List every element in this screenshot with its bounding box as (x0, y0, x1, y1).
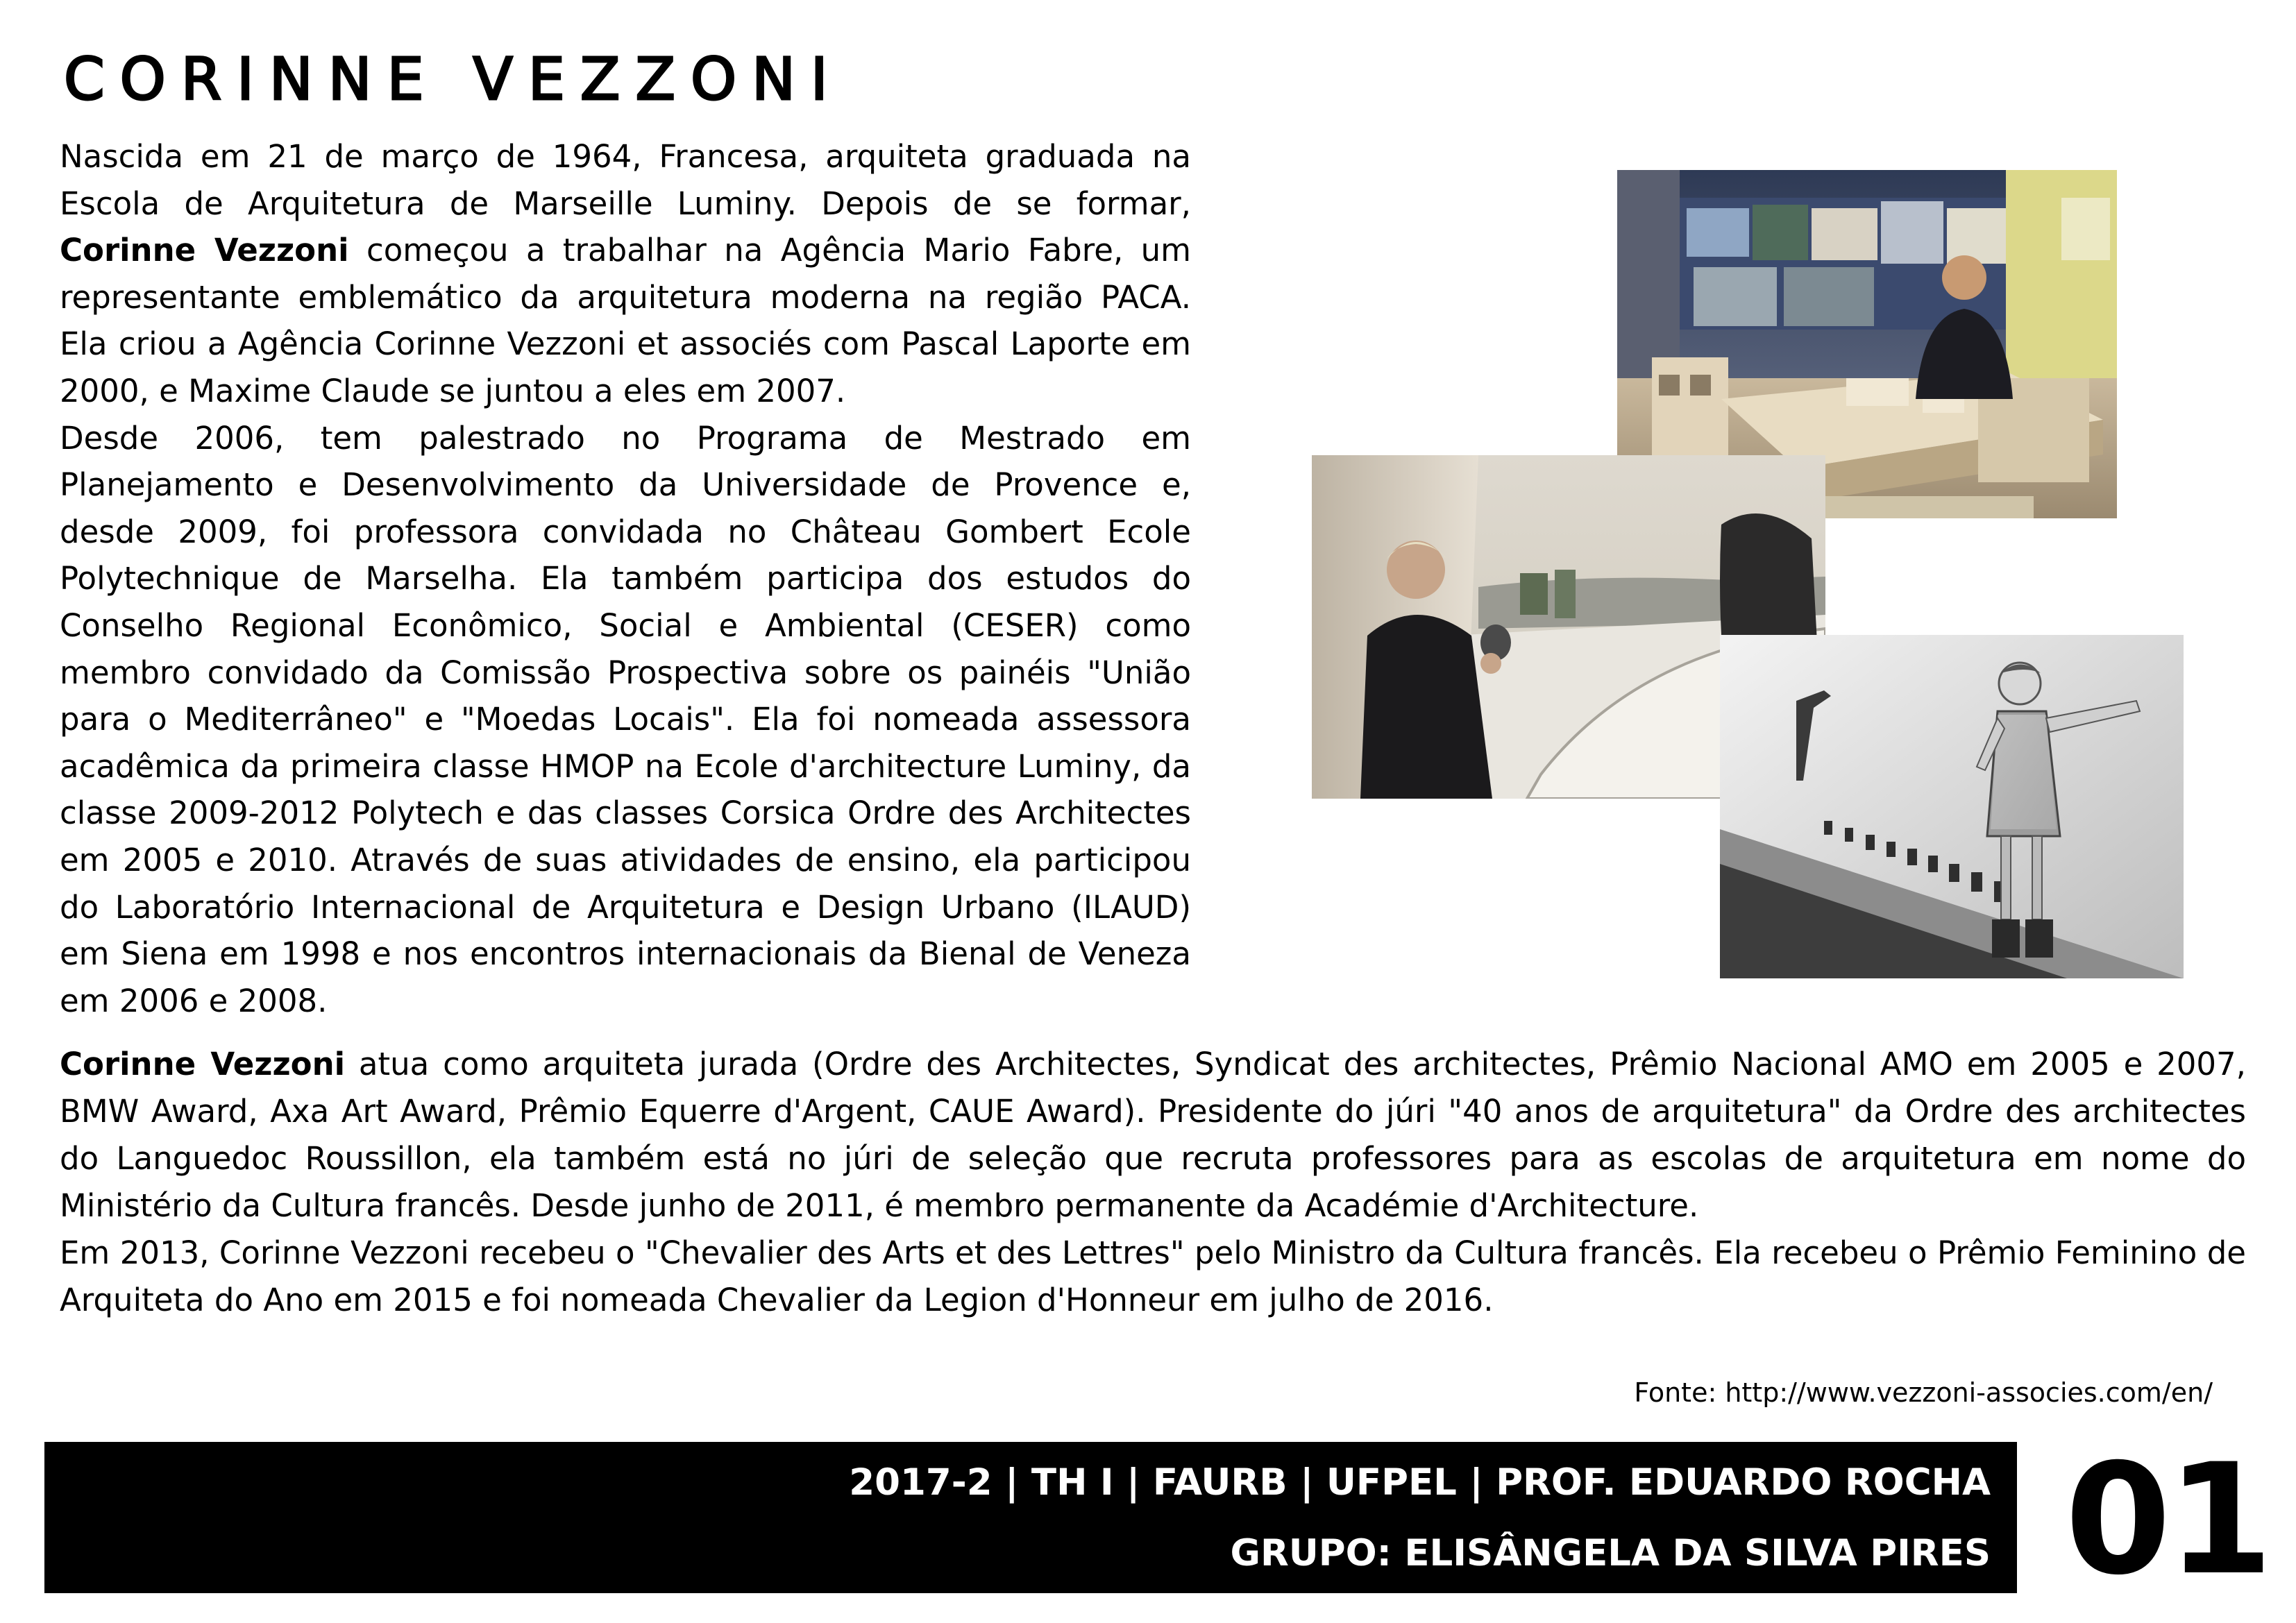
bio-fullwidth (60, 1041, 2246, 1324)
bio-paragraph-4: Em 2013, Corinne Vezzoni recebeu o "Chevalier des Arts et des Lettres" pelo Ministro da Cultura francês. Ela recebeu o Prêmio Feminino de Arquiteta do Ano em 2015 e foi nomeada Chevalier da Legion d'Honneur em julho de 2016. (60, 1234, 2246, 1318)
bio-paragraph-3: Corinne Vezzoni atua como arquiteta jurada (Ordre des Architectes, Syndicat des architectes, Prêmio Nacional AMO em 2005 e 2007, BMW Award, Axa Art Award, Prêmio Equerre d'Argent, CAUE Award). Presidente do júri "40 anos de arquitetura" da Ordre des architectes do Languedoc Roussillon, ela também está no júri de seleção que recruta professores para as escolas de arquitetura em nome do Ministério da Cultura francês. Desde junho de 2011, é membro permanente da Académie d'Architecture. (60, 1046, 2246, 1224)
page-title: CORINNE VEZZONI (64, 45, 843, 113)
architect-name: Corinne Vezzoni (60, 232, 349, 269)
bio-paragraph-1: Nascida em 21 de março de 1964, Francesa, arquiteta graduada na Escola de Arquitetura de Marseille Luminy. Depois de se formar, Corinne Vezzoni começou a trabalhar na Agência Mario Fabre, um representante emblemático da arquitetura moderna na região PACA. Ela criou a Agência Corinne Vezzoni et associés com Pascal Laporte em 2000, e Maxime Claude se juntou a eles em 2007. (60, 138, 1191, 409)
footer-bar (44, 1442, 2017, 1593)
footer-course-info: 2017-2 | TH I | FAURB | UFPEL | PROF. EDUARDO ROCHA (849, 1461, 1991, 1504)
architect-name: Corinne Vezzoni (60, 1046, 346, 1082)
bio-paragraph-2: Desde 2006, tem palestrado no Programa de Mestrado em Planejamento e Desenvolvimento da Universidade de Provence e, desde 2009, foi professora convidada no Château Gombert Ecole Polytechnique de Marselha. Ela também participa dos estudos do Conselho Regional Econômico, Social e Ambiental (CESER) como membro convidado da Comissão Prospectiva sobre os painéis "União para o Mediterrâneo" e "Moedas Locais". Ela foi nomeada assessora acadêmica da primeira classe HMOP na Ecole d'architecture Luminy, da classe 2009-2012 Polytech e das classes Corsica Ordre des Architectes em 2005 e 2010. Através de suas atividades de ensino, ela participou do Laboratório Internacional de Arquitetura e Design Urbano (ILAUD) em Siena em 1998 e nos encontros internacionais da Bienal de Veneza em 2006 e 2008. (60, 419, 1191, 1019)
page-number: 01 (2065, 1431, 2270, 1608)
bio-column (60, 133, 1191, 1024)
footer-group-info: GRUPO: ELISÂNGELA DA SILVA PIRES (1230, 1532, 1991, 1574)
photo-architect-bw (1720, 635, 2184, 978)
source-citation: Fonte: http://www.vezzoni-associes.com/en/ (1634, 1377, 2213, 1408)
